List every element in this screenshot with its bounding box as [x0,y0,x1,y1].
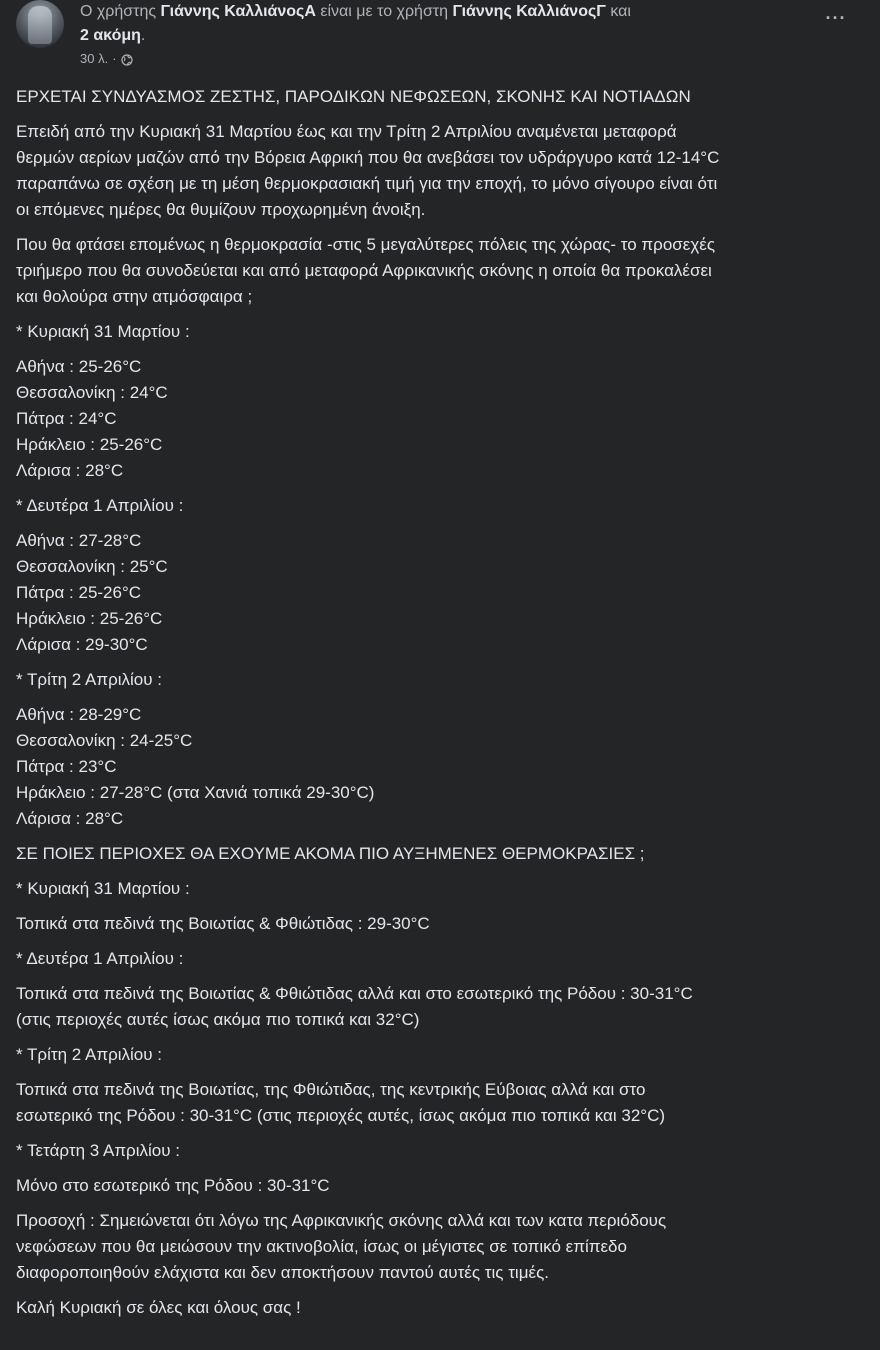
city-forecast: Αθήνα : 28-29°C [16,705,142,724]
post-meta [80,50,133,68]
author-name-link[interactable]: Γιάννης ΚαλλιάνοςΑ [160,3,316,20]
city-forecast: Πάτρα : 23°C [16,757,117,776]
header-and-text: και [605,3,631,20]
area-day-title: * Τετάρτη 3 Απριλίου : [16,1141,180,1160]
city-forecast: Πάτρα : 25-26°C [16,583,142,602]
more-options-button[interactable] [818,6,854,30]
city-forecast-list [16,702,861,832]
city-forecast: Αθήνα : 27-28°C [16,531,142,550]
area-line: Τοπικά στα πεδινά της Βοιωτίας, της Φθιώτιδας, της κεντρικής Εύβοιας αλλά και στο [16,1080,646,1099]
others-link[interactable]: 2 ακόμη [80,27,141,44]
meta-separator: · [112,51,117,66]
header-attribution [80,0,780,48]
question-paragraph [16,232,861,310]
intro-line: θερμών αερίων μαζών από την Βόρεια Αφρική που θα ανεβάσει τον υδράργυρο κατά 12-14°C [16,148,720,167]
header-prefix: Ο χρήστης [80,3,161,20]
note-line: νεφώσεων που θα μειώσουν την ακτινοβολία, ίσως οι μέγιστες σε τοπικό επίπεδο [16,1237,627,1256]
note-line: Προσοχή : Σημειώνεται ότι λόγω της Αφρικανικής σκόνης αλλά και των κατα περιόδους [16,1211,667,1230]
area-day-title: * Τρίτη 2 Απριλίου : [16,1045,162,1064]
area-line: Μόνο στο εσωτερικό της Ρόδου : 30-31°C [16,1176,330,1195]
area-line: (στις περιοχές αυτές ίσως ακόμα πιο τοπικά και 32°C) [16,1010,420,1029]
area-day-title: * Κυριακή 31 Μαρτίου : [16,879,190,898]
question-line: Που θα φτάσει επομένως η θερμοκρασία -στις 5 μεγαλύτερες πόλεις της χώρας- το προσεχές [16,235,716,254]
day-title: * Κυριακή 31 Μαρτίου : [16,322,190,341]
globe-icon[interactable] [121,53,133,65]
area-day-title: * Δευτέρα 1 Απριλίου : [16,949,184,968]
question-line: και θολούρα στην ατμόσφαιρα ; [16,287,253,306]
closing-line: Καλή Κυριακή σε όλες και όλους σας ! [16,1298,301,1317]
avatar-figure [28,6,52,44]
city-forecast-list [16,354,861,484]
city-forecast: Ηράκλειο : 27-28°C (στα Χανιά τοπικά 29-30°C) [16,783,375,802]
city-forecast: Πάτρα : 24°C [16,409,117,428]
more-options-icon: ··· [825,7,847,28]
post-body [16,84,861,1321]
city-forecast: Λάρισα : 28°C [16,809,124,828]
note-line: διαφοροποιηθούν ελάχιστα και δεν αποκτήσουν παντού αυτές τις τιμές. [16,1263,549,1282]
city-forecast: Θεσσαλονίκη : 24-25°C [16,731,193,750]
tagged-user-link[interactable]: Γιάννης ΚαλλιάνοςΓ [452,3,606,20]
note-paragraph [16,1208,861,1286]
city-forecast: Θεσσαλονίκη : 24°C [16,383,168,402]
areas-heading: ΣΕ ΠΟΙΕΣ ΠΕΡΙΟΧΕΣ ΘΑ ΕΧΟΥΜΕ ΑΚΟΜΑ ΠΙΟ ΑΥΞΗΜΕΝΕΣ ΘΕΡΜΟΚΡΑΣΙΕΣ ; [16,844,645,863]
city-forecast: Λάρισα : 29-30°C [16,635,148,654]
area-line: Τοπικά στα πεδινά της Βοιωτίας & Φθιώτιδας : 29-30°C [16,914,430,933]
question-line: τριήμερο που θα συνοδεύεται και από μεταφορά Αφρικανικής σκόνης η οποία θα προκαλέσει [16,261,712,280]
city-forecast: Θεσσαλονίκη : 25°C [16,557,168,576]
header-with-text: είναι με το χρήστη [315,3,453,20]
day-title: * Δευτέρα 1 Απριλίου : [16,496,184,515]
day-title: * Τρίτη 2 Απριλίου : [16,670,162,689]
city-forecast-list [16,528,861,658]
area-line: εσωτερικό της Ρόδου : 30-31°C (στις περιοχές αυτές, ίσως ακόμα πιο τοπικά και 32°C) [16,1106,666,1125]
intro-line: Επειδή από την Κυριακή 31 Μαρτίου έως και την Τρίτη 2 Απριλίου αναμένεται μεταφορά [16,122,677,141]
city-forecast: Ηράκλειο : 25-26°C [16,435,163,454]
post-timestamp[interactable]: 30 λ. [80,51,109,66]
area-line: Τοπικά στα πεδινά της Βοιωτίας & Φθιώτιδας αλλά και στο εσωτερικό της Ρόδου : 30-31°C [16,984,693,1003]
post-header [16,0,864,75]
intro-paragraph [16,119,861,223]
header-period: . [140,27,146,44]
intro-line: οι επόμενες ημέρες θα θυμίζουν προχωρημένη άνοιξη. [16,200,426,219]
city-forecast: Λάρισα : 28°C [16,461,124,480]
city-forecast: Ηράκλειο : 25-26°C [16,609,163,628]
intro-line: παραπάνω σε σχέση με τη μέση θερμοκρασιακή τιμή για την εποχή, το μόνο σίγουρο είναι ότι [16,174,718,193]
author-avatar[interactable] [16,0,64,48]
headline: ΕΡΧΕΤΑΙ ΣΥΝΔΥΑΣΜΟΣ ΖΕΣΤΗΣ, ΠΑΡΟΔΙΚΩΝ ΝΕΦΩΣΕΩΝ, ΣΚΟΝΗΣ ΚΑΙ ΝΟΤΙΑΔΩΝ [16,87,691,106]
city-forecast: Αθήνα : 25-26°C [16,357,142,376]
